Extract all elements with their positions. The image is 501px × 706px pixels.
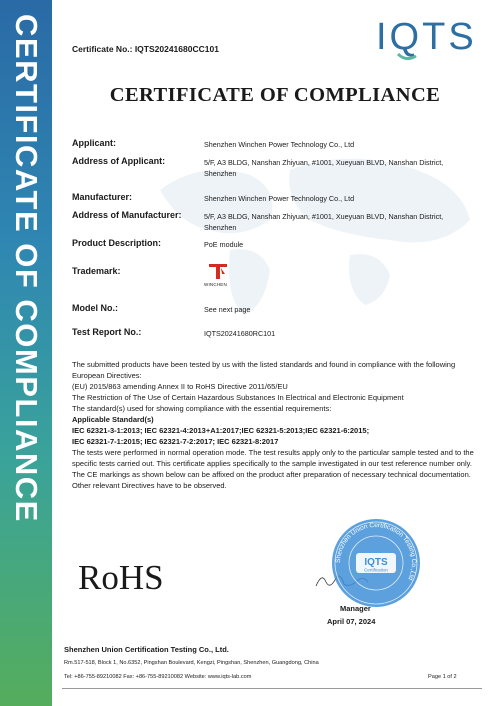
applicant-address-value: 5/F, A3 BLDG, Nanshan Zhiyuan, #1001, Xueyuan BLVD, Nanshan District, Shenzhen xyxy=(204,158,444,178)
seal-ring-text: Shenzhen Union Certification Testing Co.,Ltd xyxy=(334,521,418,582)
page-indicator: Page 1 of 2 xyxy=(428,674,457,680)
manufacturer-value: Shenzhen Winchen Power Technology Co., Ltd xyxy=(204,194,355,203)
iqts-logo xyxy=(376,16,477,60)
report-value: IQTS20241680RC101 xyxy=(204,329,276,338)
footer-address: Rm.517-518, Block 1, No.6352, Pingshan Boulevard, Kengzi, Pingshan, Shenzhen, Guangdong, China xyxy=(64,660,319,666)
trademark-label: Trademark: xyxy=(72,266,121,276)
standards-line-1: IEC 62321-3-1:2013; IEC 62321-4:2013+A1:2017;IEC 62321-5:2013;IEC 62321-6:2015; xyxy=(72,426,370,435)
manufacturer-address-label: Address of Manufacturer: xyxy=(72,210,182,220)
model-value: See next page xyxy=(204,305,251,314)
other-directives-note: Other relevant Directives have to be observed. xyxy=(72,481,227,490)
signatory-title: Manager xyxy=(340,604,371,613)
seal-sub-text: Certification xyxy=(364,567,388,573)
directive-title: The Restriction of The Use of Certain Hazardous Substances In Electrical and Electronic Equipment xyxy=(72,393,404,402)
footer-company: Shenzhen Union Certification Testing Co., Ltd. xyxy=(64,645,229,654)
certification-seal-icon xyxy=(330,517,422,609)
product-description-value: PoE module xyxy=(204,240,244,249)
footer-divider xyxy=(62,688,482,689)
standards-line-2: IEC 62321-7-1:2015; IEC 62321-7-2:2017; IEC 62321-8:2017 xyxy=(72,437,279,446)
manufacturer-address-value: 5/F, A3 BLDG, Nanshan Zhiyuan, #1001, Xueyuan BLVD, Nanshan District, Shenzhen xyxy=(204,212,444,232)
manufacturer-label: Manufacturer: xyxy=(72,192,133,202)
trademark-caption: WINCHEN xyxy=(204,282,227,287)
winchen-logo-icon xyxy=(208,262,228,280)
test-conditions: The tests were performed in normal operation mode. The test results apply only to the particular sample tested and to the specific tests carried out. This certificate applies specifically to the sample investigated in our test reference number only. xyxy=(72,448,474,468)
ce-marking-note: The CE markings as shown below can be affixed on the product after preparation of necessary technical documentation. xyxy=(72,470,471,479)
certificate-number: Certificate No.: IQTS20241680CC101 xyxy=(72,44,219,54)
model-label: Model No.: xyxy=(72,303,118,313)
statement-paragraph: The submitted products have been tested by us with the listed standards and found in compliance with the following European Directives: xyxy=(72,360,456,380)
compliance-statement xyxy=(72,359,482,491)
issue-date: April 07, 2024 xyxy=(327,617,376,626)
page-title: CERTIFICATE OF COMPLIANCE xyxy=(109,84,441,106)
standards-heading: Applicable Standard(s) xyxy=(72,415,154,424)
standards-intro: The standard(s) used for showing compliance with the essential requirements: xyxy=(72,404,332,413)
logo-text: IQTS xyxy=(376,16,477,58)
trademark-logo xyxy=(204,262,236,292)
applicant-label: Applicant: xyxy=(72,138,116,148)
footer-contact: Tel: +86-755-89210082 Fax: +86-755-89210082 Website: www.iqts-lab.com xyxy=(64,674,252,680)
logo-swoosh-icon xyxy=(376,18,474,62)
report-label: Test Report No.: xyxy=(72,327,142,337)
applicant-value: Shenzhen Winchen Power Technology Co., Ltd xyxy=(204,140,355,149)
directive-line: (EU) 2015/863 amending Annex II to RoHS Directive 2011/65/EU xyxy=(72,382,288,391)
seal-brand-text: IQTS xyxy=(364,557,388,568)
rohs-mark: RoHS xyxy=(78,558,164,597)
applicant-address-label: Address of Applicant: xyxy=(72,156,166,166)
sidebar-text: CERTIFICATE OF COMPLIANCE xyxy=(9,14,44,523)
sidebar-banner xyxy=(0,0,52,706)
product-description-label: Product Description: xyxy=(72,238,162,248)
